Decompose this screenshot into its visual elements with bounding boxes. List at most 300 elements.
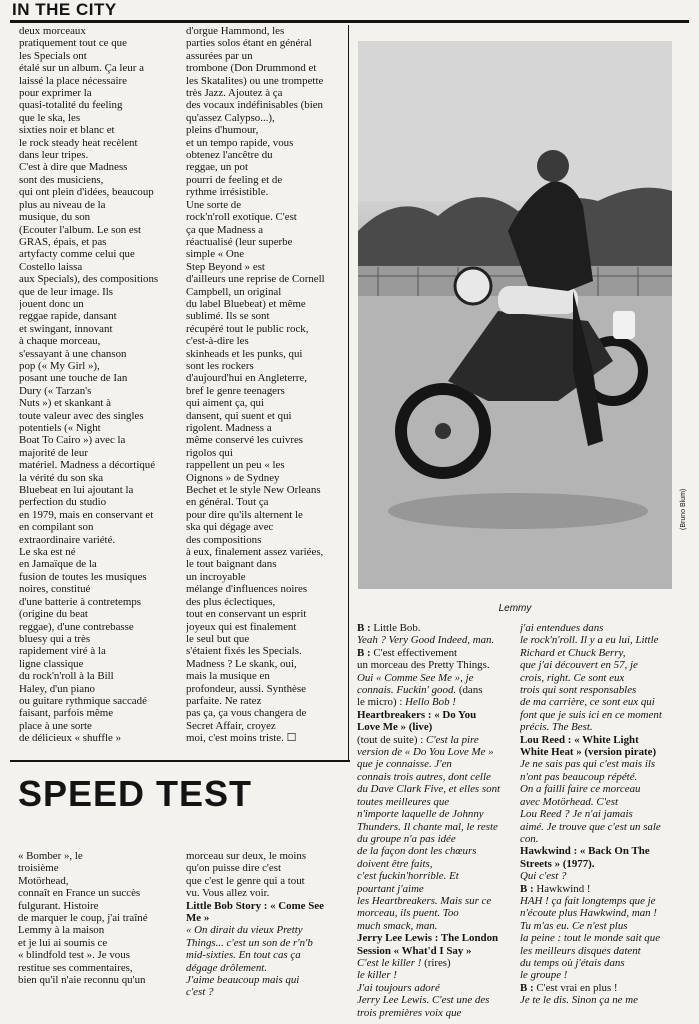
- text-line: sublimé. Ils se sont: [186, 310, 270, 323]
- text-line: mélange d'influences noires: [186, 583, 308, 596]
- text-line: posant une touche de Ian: [19, 372, 128, 385]
- speed-test-column-2: [186, 850, 348, 1024]
- text-run: con.: [520, 832, 539, 845]
- text-line: potentiels (« Night: [19, 422, 101, 434]
- text-line: [357, 808, 515, 820]
- text-line: (Ecouter l'album. Le son est: [19, 223, 142, 236]
- text-line: [357, 994, 515, 1006]
- text-line: les Specials ont: [19, 49, 87, 62]
- text-line: Boat To Cairo ») avec la: [19, 434, 126, 447]
- text-line: la vérité du son ska: [19, 471, 104, 484]
- text-line: Bluebeat en lui ajoutant la: [19, 484, 134, 497]
- text-line: (origine du beat: [19, 608, 88, 621]
- text-line: Une sorte de: [186, 198, 242, 211]
- text-line: [186, 875, 348, 887]
- text-line: rapidement viré à la: [19, 645, 106, 658]
- text-line: rigolent. Madness a: [186, 422, 272, 434]
- text-run: C'est vrai en plus !: [536, 981, 618, 994]
- text-line: [357, 696, 515, 708]
- text-line: sont les rockers: [186, 359, 254, 372]
- text-line: [186, 949, 348, 961]
- text-line: majorité de leur: [19, 446, 88, 459]
- text-run: On a failli faire ce morceau: [520, 783, 641, 796]
- text-line: [357, 945, 515, 957]
- text-line: [520, 734, 680, 746]
- text-line: GRAS, épais, et pas: [19, 235, 107, 248]
- text-line: [186, 962, 348, 974]
- text-line: récupéré tout le public rock,: [186, 322, 309, 335]
- text-line: des plus éclectiques,: [186, 595, 276, 608]
- text-line: [520, 796, 680, 808]
- text-line: [357, 920, 515, 932]
- text-line: [357, 746, 515, 758]
- text-line: sixties noir et blanc et: [19, 124, 115, 137]
- text-line: aux Specials), des compositions: [19, 273, 159, 286]
- text-line: artyfacty comme celui que: [19, 248, 135, 261]
- text-line: noires, constitué: [19, 583, 91, 596]
- bold-text: B :: [357, 622, 374, 634]
- text-line: [357, 957, 515, 969]
- text-line: [357, 907, 515, 919]
- text-line: de marquer le coup, j'ai traîné: [18, 912, 148, 925]
- text-run: font que je suis ici en ce moment: [520, 708, 662, 721]
- text-line: [520, 721, 680, 733]
- text-line: Haley, d'un piano: [19, 682, 95, 695]
- text-line: Bechet et le style New Orleans: [186, 484, 321, 497]
- text-line: place à une sorte: [19, 719, 92, 732]
- text-line: ça que Madness a: [186, 223, 264, 236]
- text-line: joyeux qui est finalement: [186, 620, 297, 633]
- text-run: « On dirait du vieux Pretty: [186, 924, 303, 937]
- photo-caption: Lemmy: [498, 603, 532, 614]
- text-line: réactualisé (leur superbe: [186, 235, 293, 248]
- text-run: avec Motörhead. C'est: [520, 795, 619, 808]
- text-run: morceau sur deux, le moins: [186, 850, 307, 862]
- text-line: ligne classique: [19, 657, 84, 670]
- text-line: matériel. Madness a décortiqué: [19, 459, 156, 472]
- section-divider: [10, 760, 350, 762]
- text-line: skinheads et les punks, qui: [186, 347, 303, 360]
- text-line: [186, 937, 348, 949]
- bold-text: B :: [520, 981, 537, 994]
- article-column-2: [186, 25, 346, 755]
- text-line: [357, 771, 515, 783]
- text-line: très Jazz. Ajoutez à ça: [186, 87, 283, 100]
- text-line: deux morceaux: [19, 25, 86, 37]
- text-line: jouent donc un: [19, 297, 84, 310]
- text-line: [357, 647, 515, 659]
- text-line: trombone (Don Drummond et: [186, 62, 317, 75]
- text-line: [357, 796, 515, 808]
- text-line: [357, 672, 515, 684]
- text-run: n'importe laquelle de Johnny: [357, 808, 484, 821]
- text-run: c'est ?: [186, 986, 214, 999]
- text-run: du groupe n'a pas idée: [357, 832, 456, 845]
- text-line: pas ça, ça vous changera de: [186, 707, 307, 720]
- text-run: un morceau des Pretty Things.: [357, 659, 490, 672]
- text-line: [186, 974, 348, 986]
- speed-test-intro: [18, 850, 178, 1024]
- text-line: Nuts ») et skankant à: [19, 397, 111, 410]
- text-run: vu. Vous allez voir.: [186, 887, 270, 900]
- text-line: pour exprimer la: [19, 87, 92, 100]
- text-line: Madness ? Le skank, oui,: [186, 657, 297, 670]
- text-line: Oignons » de Sydney: [186, 471, 280, 484]
- bold-text: B :: [357, 646, 374, 659]
- text-run: c'est fuckin'horrible. Et: [357, 870, 459, 883]
- text-line: [186, 850, 348, 862]
- text-line: extraordinaire variété.: [19, 533, 116, 546]
- text-line: même conservé les cuivres: [186, 434, 304, 447]
- text-line: pop (« My Girl »),: [19, 359, 100, 372]
- text-line: quasi-totalité du feeling: [19, 99, 123, 112]
- text-line: Campbell, un original: [186, 285, 282, 298]
- text-line: c'est-à-dire les: [186, 335, 249, 348]
- text-line: de délicieux « shuffle »: [19, 732, 122, 745]
- text-line: Costello laissa: [19, 260, 83, 273]
- text-line: [357, 895, 515, 907]
- text-line: s'essayant à une chanson: [19, 347, 127, 360]
- text-line: et un tempo rapide, vous: [186, 136, 294, 149]
- bold-text: Streets » (1977).: [520, 857, 595, 870]
- text-line: en général. Tout ça: [186, 496, 269, 509]
- text-line: le tout baignant dans: [186, 558, 277, 571]
- text-run: du Dave Clark Five, et elles sont: [357, 783, 501, 796]
- text-line: [357, 659, 515, 671]
- text-line: [520, 845, 680, 857]
- text-run: n'écoute plus Hawkwind, man !: [520, 907, 657, 920]
- text-line: laissé la place nécessaire: [19, 74, 127, 87]
- text-run: Thunders. Il chante mal, le reste: [357, 820, 498, 833]
- text-line: que de leur image. Ils: [19, 285, 114, 298]
- article-column-1: [19, 25, 181, 755]
- text-line: [520, 634, 680, 646]
- bold-text: White Heat » (version pirate): [520, 746, 657, 759]
- text-run: les Heartbreakers. Mais sur ce: [357, 894, 492, 907]
- text-line: bref le genre teenagers: [186, 384, 285, 397]
- text-run: connais. Fuckin' good.: [357, 684, 457, 697]
- text-line: [357, 870, 515, 882]
- text-line: bluesy qui a très: [19, 632, 91, 645]
- text-line: [520, 783, 680, 795]
- text-line: parties solos étant en général: [186, 37, 312, 50]
- text-line: [520, 945, 680, 957]
- text-line: [520, 870, 680, 882]
- text-run: crois, right. Ce sont eux: [520, 671, 625, 684]
- text-run: le micro) :: [357, 696, 406, 709]
- text-line: obtenez l'ancêtre du: [186, 149, 273, 162]
- bold-text: Jerry Lee Lewis : The London: [357, 932, 499, 945]
- text-line: d'orgue Hammond, les: [186, 25, 285, 37]
- interview-column-1: [357, 622, 515, 1024]
- text-line: en 1979, mais en conservant et: [19, 508, 154, 521]
- text-line: [520, 895, 680, 907]
- text-line: pour dire qu'ils alternent le: [186, 508, 303, 521]
- bold-text: Love Me » (live): [357, 721, 433, 734]
- text-line: restitue ses commentaires,: [18, 961, 133, 974]
- text-line: « blindfold test ». Je vous: [18, 949, 130, 962]
- text-run: connais trois autres, dont celle: [357, 770, 491, 783]
- text-line: [357, 969, 515, 981]
- text-line: [357, 721, 515, 733]
- text-line: perfection du studio: [19, 496, 107, 509]
- text-line: parfaite. Ne ratez: [186, 694, 262, 707]
- text-line: [186, 912, 348, 924]
- text-line: [520, 696, 680, 708]
- text-run: C'est la pire: [425, 733, 479, 746]
- text-line: bien qu'il n'aie reconnu qu'un: [18, 974, 146, 987]
- text-line: [357, 932, 515, 944]
- text-run: les meilleurs disques datent: [520, 944, 641, 957]
- interview-column-2: [520, 622, 680, 1024]
- text-run: J'ai toujours adoré: [357, 981, 440, 994]
- text-line: [357, 833, 515, 845]
- text-run: morceau, ils puent. Too: [357, 907, 459, 920]
- text-run: la peine : tout le monde sait que: [520, 932, 661, 945]
- text-line: plus au niveau de la: [19, 198, 106, 211]
- text-line: Le ska est né: [19, 546, 76, 559]
- bold-text: Heartbreakers : « Do You: [357, 708, 477, 721]
- text-run: toutes meilleures que: [357, 795, 450, 808]
- text-line: des compositions: [186, 533, 262, 546]
- text-run: trois qui sont responsables: [520, 684, 637, 697]
- text-line: le seul but que: [186, 632, 250, 645]
- text-line: [520, 622, 680, 634]
- text-line: mais la musique en: [186, 670, 270, 683]
- text-line: le rock steady heat recèlent: [19, 136, 138, 149]
- text-line: « Bomber », le: [18, 850, 83, 862]
- text-run: (tout de suite) :: [357, 733, 426, 746]
- text-line: [520, 994, 680, 1006]
- text-run: Little Bob.: [373, 622, 421, 634]
- text-line: connaît en France un succès: [18, 887, 141, 900]
- text-line: en compilant son: [19, 521, 94, 534]
- text-line: rigolos qui: [186, 446, 233, 459]
- text-run: dégage drôlement.: [186, 961, 268, 974]
- text-run: (dans: [456, 684, 483, 697]
- text-line: moi, c'est moins triste. ☐: [186, 732, 297, 745]
- text-line: [520, 957, 680, 969]
- text-line: [357, 1007, 515, 1019]
- text-line: [186, 900, 348, 912]
- text-line: d'ailleurs une reprise de Cornell: [186, 273, 325, 286]
- text-line: dansent, qui suent et qui: [186, 409, 292, 422]
- text-line: en Jamaïque de la: [19, 558, 97, 571]
- bold-text: B :: [520, 882, 537, 895]
- text-line: et swingant, innovant: [19, 322, 113, 335]
- text-run: Je ne sais pas qui c'est mais ils: [520, 758, 656, 771]
- text-line: rythme irrésistible.: [186, 186, 269, 199]
- text-run: Hawkwind !: [536, 882, 591, 895]
- column-divider: [348, 25, 349, 760]
- text-line: s'étaient fixés les Specials.: [186, 645, 302, 658]
- section-title: IN THE CITY: [12, 0, 117, 19]
- text-line: fulgurant. Histoire: [18, 899, 99, 912]
- text-run: que c'est le genre qui a tout: [186, 874, 305, 887]
- text-line: [357, 858, 515, 870]
- text-line: dans leur tripes.: [19, 149, 89, 162]
- text-run: Hello Bob !: [405, 696, 456, 709]
- text-line: [520, 883, 680, 895]
- text-line: à chaque morceau,: [19, 335, 101, 348]
- text-run: Tu m'as eu. Ce n'est plus: [520, 919, 628, 932]
- text-line: [357, 622, 515, 634]
- text-run: le rock'n'roll. Il y a eu lui, Little: [520, 634, 659, 647]
- text-line: [357, 634, 515, 646]
- text-run: de ma carrière, ce sont eux qui: [520, 696, 655, 709]
- text-run: trois premières voix que: [357, 1006, 462, 1019]
- text-line: [520, 808, 680, 820]
- text-run: j'ai entendues dans: [520, 622, 604, 634]
- text-line: rock'n'roll exotique. C'est: [186, 211, 297, 224]
- text-run: aimé. Je trouve que c'est un sale: [520, 820, 661, 833]
- text-line: les Skatalites) ou une trompette: [186, 74, 324, 87]
- text-line: [520, 684, 680, 696]
- text-run: Jerry Lee Lewis. C'est une des: [357, 994, 490, 1007]
- text-line: [520, 858, 680, 870]
- text-run: du temps où j'étais dans: [520, 956, 625, 969]
- text-line: troisième: [18, 862, 59, 875]
- text-run: le killer !: [357, 969, 397, 982]
- text-line: reggae, un pot: [186, 161, 248, 174]
- text-line: pratiquement tout ce que: [19, 37, 127, 50]
- text-line: [357, 758, 515, 770]
- text-line: reggae), d'une contrebasse: [19, 620, 134, 633]
- text-line: [520, 982, 680, 994]
- text-run: Things... c'est un son de r'n'b: [186, 936, 313, 949]
- text-line: reggae rapide, dansant: [19, 310, 117, 323]
- text-run: Yeah ? Very Good Indeed, man.: [357, 634, 495, 647]
- text-run: much smack, man.: [357, 919, 438, 932]
- text-line: [520, 659, 680, 671]
- text-line: [520, 709, 680, 721]
- text-line: qui ont plein d'idées, beaucoup: [19, 186, 154, 199]
- text-line: des vocaux indéfinisables (bien: [186, 99, 323, 112]
- text-line: ou guitare rythmique saccadé: [19, 694, 147, 707]
- text-line: d'aujourd'hui en Angleterre,: [186, 372, 307, 385]
- text-line: assurées par un: [186, 49, 253, 62]
- text-run: Richard et Chuck Berry,: [520, 646, 626, 659]
- text-run: de la façon dont les chœurs: [357, 845, 477, 858]
- text-line: sont des musiciens,: [19, 173, 104, 186]
- text-line: [520, 907, 680, 919]
- text-run: que j'ai découvert en 57, je: [520, 659, 638, 672]
- text-line: [357, 684, 515, 696]
- text-line: [520, 920, 680, 932]
- text-run: (rires): [421, 956, 451, 969]
- text-line: qu'assez Calypso...),: [186, 111, 275, 124]
- text-line: toute valeur avec des singles: [19, 409, 144, 422]
- text-run: doivent être faits,: [357, 857, 433, 870]
- text-line: et je lui ai soumis ce: [18, 936, 108, 949]
- text-run: n'ont pas beaucoup répété.: [520, 770, 638, 783]
- text-line: [357, 821, 515, 833]
- text-line: Dury (« Tarzan's: [19, 384, 92, 397]
- text-line: fusion de toutes les musiques: [19, 570, 147, 583]
- text-run: version de « Do You Love Me »: [357, 746, 494, 759]
- text-line: d'une batterie à contretemps: [19, 595, 142, 608]
- text-line: [186, 924, 348, 936]
- text-line: pourri de feeling et de: [186, 173, 283, 186]
- photo-credit: (Bruno Blum): [680, 488, 687, 530]
- text-line: [186, 887, 348, 899]
- text-run: qu'on puisse dire c'est: [186, 862, 281, 875]
- text-line: rappellent un peu « les: [186, 459, 285, 472]
- text-run: Qui c'est ?: [520, 870, 567, 883]
- bold-text: Hawkwind : « Back On The: [520, 845, 650, 858]
- text-line: Lemmy à la maison: [18, 924, 105, 937]
- text-line: Step Beyond » est: [186, 260, 265, 273]
- text-line: faisant, parfois même: [19, 707, 114, 720]
- top-rule: [10, 20, 689, 23]
- text-run: précis. The Best.: [520, 721, 593, 734]
- text-line: [520, 746, 680, 758]
- text-line: tout en conservant un esprit: [186, 608, 307, 621]
- text-run: mid-sixties. En tout cas ça: [186, 949, 301, 962]
- text-line: [520, 969, 680, 981]
- text-run: que je connaisse. J'en: [357, 758, 452, 771]
- text-line: profondeur, aussi. Synthèse: [186, 682, 306, 695]
- text-line: [357, 734, 515, 746]
- text-line: [520, 821, 680, 833]
- text-line: [357, 883, 515, 895]
- text-run: Lou Reed ? Je n'ai jamais: [520, 808, 633, 821]
- text-run: le groupe !: [520, 969, 568, 982]
- text-line: C'est à dire que Madness: [19, 161, 128, 174]
- bold-text: Lou Reed : « White Light: [520, 733, 639, 746]
- text-line: du label Bluebeat) et même: [186, 297, 306, 310]
- text-run: Oui « Comme See Me », je: [357, 671, 474, 684]
- text-line: du rock'n'roll à la Bill: [19, 670, 114, 683]
- text-line: [520, 672, 680, 684]
- text-line: pleins d'humour,: [186, 124, 259, 137]
- text-run: pourtant j'aime: [357, 882, 424, 895]
- motorcycle-illustration: [358, 41, 672, 589]
- text-run: HAH ! ça fait longtemps que je: [520, 894, 656, 907]
- text-line: [520, 758, 680, 770]
- text-run: C'est le killer !: [357, 956, 422, 969]
- text-line: Motörhead,: [18, 874, 69, 887]
- text-line: [186, 862, 348, 874]
- text-run: J'aime beaucoup mais qui: [186, 974, 300, 987]
- bold-text: Session « What'd I Say »: [357, 944, 472, 957]
- text-line: que le ska, les: [19, 111, 81, 124]
- text-run: C'est effectivement: [373, 646, 458, 659]
- lemmy-photo: [358, 41, 672, 589]
- text-line: ska qui dégage avec: [186, 521, 274, 534]
- text-line: [520, 932, 680, 944]
- text-line: [357, 845, 515, 857]
- text-line: [186, 986, 348, 998]
- text-line: musique, du son: [19, 211, 91, 224]
- text-line: un incroyable: [186, 570, 246, 583]
- text-line: [357, 783, 515, 795]
- text-line: [520, 771, 680, 783]
- text-line: Secret Affair, croyez: [186, 719, 276, 732]
- text-line: [357, 709, 515, 721]
- text-run: Je te le dis. Sinon ça ne me: [520, 994, 638, 1007]
- text-line: [520, 647, 680, 659]
- text-line: simple « One: [186, 248, 245, 261]
- text-line: étalé sur un album. Ça leur a: [19, 62, 144, 75]
- text-line: [357, 982, 515, 994]
- speed-test-title: SPEED TEST: [18, 773, 253, 814]
- text-line: qui aiment ça, qui: [186, 397, 265, 410]
- text-line: [520, 833, 680, 845]
- bold-text: Little Bob Story : « Come See: [186, 899, 324, 912]
- bold-text: Me »: [186, 912, 210, 925]
- text-line: à eux, finalement assez variées,: [186, 546, 324, 559]
